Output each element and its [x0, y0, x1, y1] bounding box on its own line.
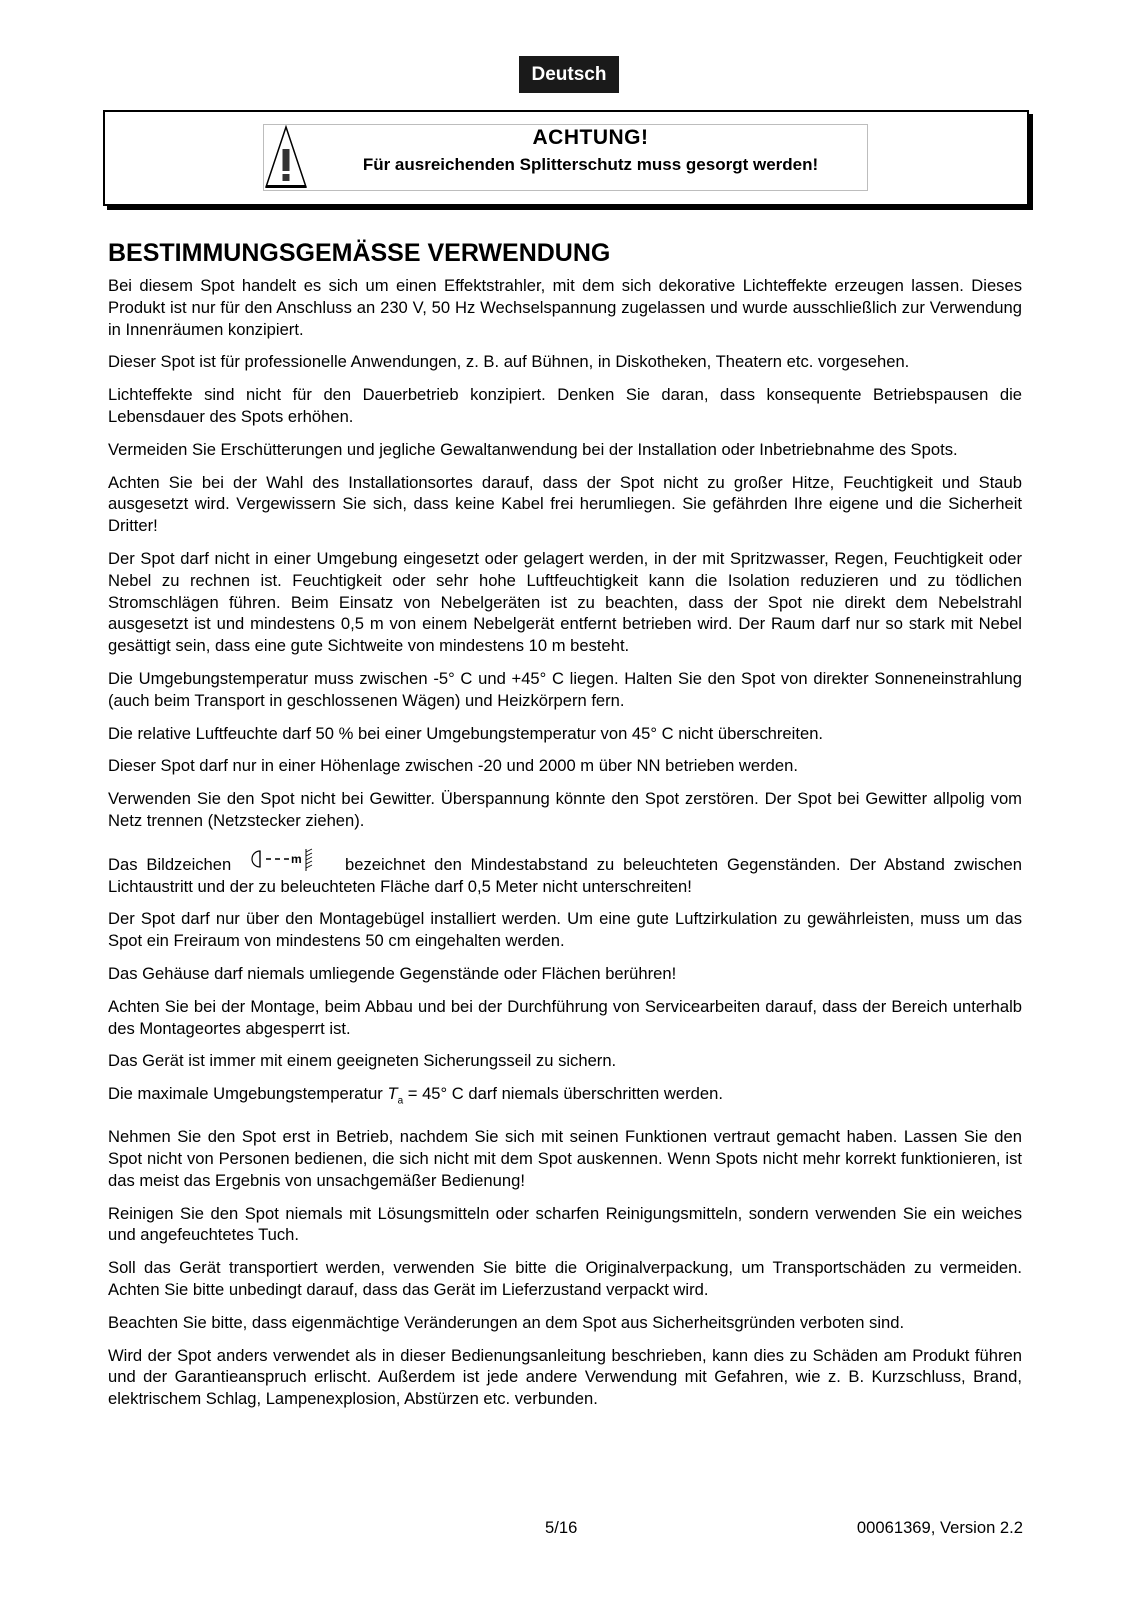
language-badge: Deutsch: [519, 56, 619, 93]
section-title: BESTIMMUNGSGEMÄSSE VERWENDUNG: [108, 239, 611, 267]
paragraph: Die relative Luftfeuchte darf 50 % bei einer Umgebungstemperatur von 45° C nicht überschreiten.: [108, 723, 824, 743]
paragraph: Der Spot darf nicht in einer Umgebung eingesetzt oder gelagert werden, in der mit Spritzwasser, Regen, Feuchtigkeit oder Nebel zu rechnen ist. Feuchtigkeit oder sehr hohe Luftfeuchtigkeit kann die Isolation reduzieren und zu tödlichen Stromschlägen führen. Beim Einsatz von Nebelgeräten ist zu beachten, dass der Spot nie direkt dem Nebelstrahl ausgesetzt ist und mindestens 0,5 m von einem Nebelgerät entfernt betrieben wird. Der Raum darf nur so stark mit Nebel gesättigt sein, dass eine gute Sichtweite von mindestens 10 m besteht.: [108, 548, 1022, 656]
paragraph: Bei diesem Spot handelt es sich um einen Effektstrahler, mit dem sich dekorative Lichteffekte erzeugen lassen. Dieses Produkt ist nur für den Anschluss an 230 V, 50 Hz Wechselspannung zugelassen und wurde ausschließlich zur Verwendung in Innenräumen konzipiert.: [108, 276, 1022, 339]
temp-text-before: Die maximale Umgebungstemperatur: [108, 1084, 388, 1104]
paragraph: Achten Sie bei der Montage, beim Abbau und bei der Durchführung von Servicearbeiten darauf, dass der Bereich unterhalb des Montageortes abgesperrt ist.: [108, 996, 1022, 1038]
paragraph: Achten Sie bei der Wahl des Installationsortes darauf, dass der Spot nicht zu großer Hitze, Feuchtigkeit und Staub ausgesetzt wird. Vergewissern Sie sich, dass keine Kabel frei herumliegen. Sie gefährden Ihre eigene und die Sicherheit Dritter!: [108, 472, 1022, 536]
warning-inner-frame: [263, 124, 868, 191]
paragraph: Reinigen Sie den Spot niemals mit Lösungsmitteln oder scharfen Reinigungsmitteln, sondern verwenden Sie ein weiches und angefeuchtetes Tuch.: [108, 1203, 1022, 1245]
temp-variable: T: [387, 1084, 398, 1104]
warning-box: [103, 110, 1029, 206]
paragraph: Nehmen Sie den Spot erst in Betrieb, nachdem Sie sich mit seinen Funktionen vertraut gemacht haben. Lassen Sie den Spot nicht von Personen bedienen, die sich nicht mit dem Spot auskennen. Wenn Spots nicht mehr korrekt funktionieren, ist das meist das Ergebnis von unsachgemäßer Bedienung!: [108, 1127, 1022, 1190]
paragraph: Soll das Gerät transportiert werden, verwenden Sie bitte die Originalverpackung, um Transportschäden zu vermeiden. Achten Sie bitte unbedingt darauf, dass das Gerät im Lieferzustand verpackt wird.: [108, 1258, 1022, 1299]
temp-subscript: a: [397, 1095, 404, 1107]
paragraph: Die Umgebungstemperatur muss zwischen -5° C und +45° C liegen. Halten Sie den Spot von direkter Sonneneinstrahlung (auch beim Transport in geschlossenen Wägen) und Heizkörpern fern.: [108, 668, 1022, 710]
warning-triangle-icon: [264, 125, 308, 190]
symbol-text-before: Das Bildzeichen: [108, 854, 232, 874]
symbol-paragraph: [108, 848, 1022, 898]
temperature-paragraph: [108, 1083, 1022, 1112]
page-number: 5/16: [545, 1518, 578, 1537]
document-version: 00061369, Version 2.2: [856, 1518, 1023, 1537]
warning-text: Für ausreichenden Splitterschutz muss gesorgt werden!: [362, 155, 819, 174]
temp-text-after: = 45° C darf niemals überschritten werden.: [403, 1084, 723, 1104]
paragraph: Lichteffekte sind nicht für den Dauerbetrieb konzipiert. Denken Sie daran, dass konsequente Betriebspausen die Lebensdauer des Spots erhöhen.: [108, 385, 1022, 426]
document-body: [108, 238, 1022, 1421]
paragraph: Vermeiden Sie Erschütterungen und jegliche Gewaltanwendung bei der Installation oder Inbetriebnahme des Spots.: [108, 439, 958, 459]
minimum-distance-symbol-icon: [244, 848, 332, 872]
paragraph: Dieser Spot ist für professionelle Anwendungen, z. B. auf Bühnen, in Diskotheken, Theatern etc. vorgesehen.: [108, 352, 910, 372]
warning-title: ACHTUNG!: [532, 126, 649, 149]
paragraph: Verwenden Sie den Spot nicht bei Gewitter. Überspannung könnte den Spot zerstören. Der Spot bei Gewitter allpolig vom Netz trennen (Netzstecker ziehen).: [108, 789, 1022, 830]
paragraph: Beachten Sie bitte, dass eigenmächtige Veränderungen an dem Spot aus Sicherheitsgründen verboten sind.: [108, 1312, 905, 1332]
paragraph: Wird der Spot anders verwendet als in dieser Bedienungsanleitung beschrieben, kann dies zu Schäden am Produkt führen und der Garantieanspruch erlischt. Außerdem ist jede andere Verwendung mit Gefahren, wie z. B. Kurzschluss, Brand, elektrischem Schlag, Lampenexplosion, Abstürzen etc. verbunden.: [108, 1345, 1022, 1409]
paragraph: Dieser Spot darf nur in einer Höhenlage zwischen -20 und 2000 m über NN betrieben werden.: [108, 756, 798, 776]
paragraph: Der Spot darf nur über den Montagebügel installiert werden. Um eine gute Luftzirkulation zu gewährleisten, muss um das Spot ein Freiraum von mindestens 50 cm eingehalten werden.: [108, 909, 1022, 951]
paragraph: Das Gehäuse darf niemals umliegende Gegenstände oder Flächen berühren!: [108, 963, 677, 983]
paragraph: Das Gerät ist immer mit einem geeigneten Sicherungsseil zu sichern.: [108, 1051, 617, 1071]
symbol-text-after: bezeichnet den Mindestabstand zu beleuchteten Gegenständen. Der Abstand zwischen Lichtaustritt und der zu beleuchteten Fläche darf 0,5 Meter nicht unterschreiten!: [108, 854, 1023, 896]
svg-text:m: m: [291, 851, 302, 866]
